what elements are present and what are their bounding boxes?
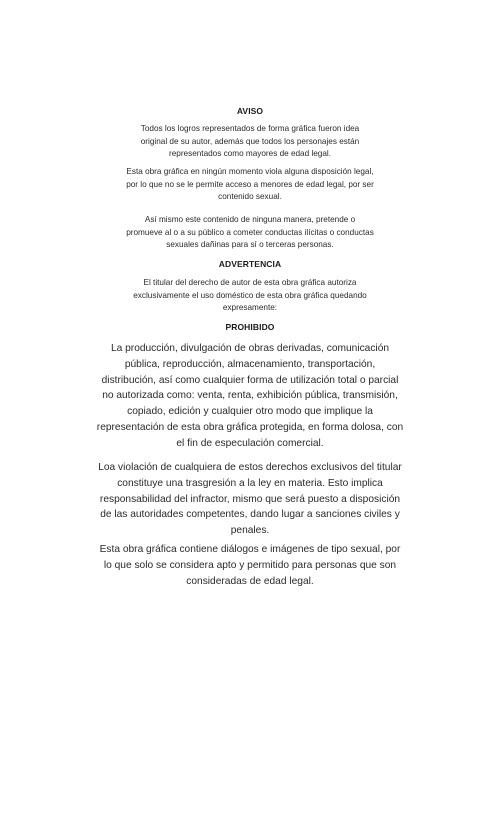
contenido-paragraph	[70, 542, 430, 589]
text-line: de las autoridades competentes, dando lugar a sanciones civiles y	[100, 509, 400, 521]
text-line: Esta obra gráfica contiene diálogos e imágenes de tipo sexual, por	[99, 544, 401, 555]
prohibido-paragraph	[70, 341, 430, 452]
text-line: responsabilidad del infractor, mismo que será puesto a disposición	[99, 493, 401, 505]
text-line: por lo que no se le permite acceso a menores de edad legal, por ser	[126, 179, 374, 189]
text-line: original de su autor, además que todos los personajes están	[140, 136, 360, 146]
text-line: sexuales dañinas para sí o terceras personas.	[166, 240, 334, 249]
text-line: distribución, así como cualquier forma de utilización total o parcial	[101, 374, 399, 386]
text-line: consideradas de edad legal.	[186, 575, 314, 587]
text-line: El titular del derecho de autor de esta obra gráfica autoriza	[143, 278, 357, 287]
text-line: constituye una trasgresión a la ley en materia. Esto implica	[117, 477, 383, 489]
text-line: Todos los logros representados de forma gráfica fueron idea	[140, 124, 360, 133]
text-line: lo que solo se considera apto y permitido para personas que son	[103, 559, 397, 571]
text-line: Loa violación de cualquiera de estos derechos exclusivos del titular	[98, 462, 402, 473]
text-line: no autorizada como: venta, renta, exhibición pública, transmisión,	[102, 390, 398, 402]
aviso-paragraph-3	[100, 214, 400, 252]
aviso-paragraph-1	[100, 123, 400, 161]
text-line: contenido sexual.	[218, 192, 282, 201]
text-line: promueve al o a su público a cometer conductas ilícitas o conductas	[126, 227, 374, 237]
text-line: representación de esta obra gráfica protegida, en forma dolosa, con	[96, 421, 404, 433]
text-line: el fin de especulación comercial.	[176, 437, 324, 449]
advertencia-heading: ADVERTENCIA	[218, 259, 282, 269]
text-line: penales.	[230, 525, 270, 537]
text-line: pública, reproducción, almacenamiento, transportación,	[124, 358, 376, 370]
text-line: exclusivamente el uso doméstico de esta obra gráfica quedando	[133, 290, 367, 300]
aviso-heading: AVISO	[236, 106, 264, 116]
text-line: Así mismo este contenido de ninguna manera, pretende o	[144, 215, 356, 224]
advertencia-paragraph	[100, 277, 400, 315]
text-line: representados como mayores de edad legal.	[168, 149, 332, 158]
text-line: Esta obra gráfica en ningún momento viola alguna disposición legal,	[126, 167, 374, 176]
text-line: copiado, edición y cualquier otro modo que implique la	[127, 406, 373, 418]
text-line: expresamente:	[222, 303, 278, 312]
text-line: La producción, divulgación de obras derivadas, comunicación	[110, 343, 390, 354]
violacion-paragraph	[70, 460, 430, 539]
prohibido-heading: PROHIBIDO	[225, 322, 275, 332]
aviso-paragraph-2	[100, 166, 400, 204]
